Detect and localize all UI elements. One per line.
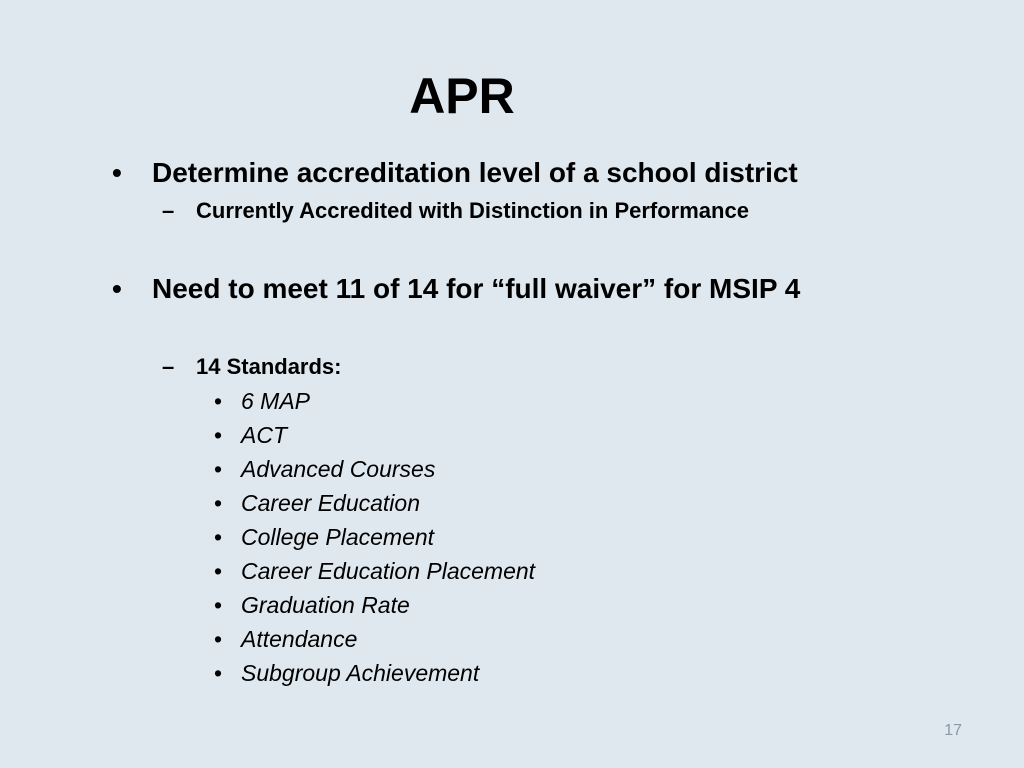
standard-label: Subgroup Achievement bbox=[241, 660, 480, 686]
standard-label: ACT bbox=[241, 422, 287, 448]
standards-heading: 14 Standards: bbox=[196, 354, 342, 379]
dash-icon: – bbox=[162, 354, 175, 379]
page-number: 17 bbox=[944, 722, 962, 739]
bullet-dot-icon: • bbox=[214, 388, 223, 414]
bullet-dot-icon: • bbox=[214, 660, 223, 686]
standard-label: Graduation Rate bbox=[241, 592, 410, 618]
bullet-dot-icon: • bbox=[214, 626, 223, 652]
bullet-dot-icon: • bbox=[214, 456, 223, 482]
dash-icon: – bbox=[162, 198, 175, 223]
bullet-text: Determine accreditation level of a school district bbox=[152, 157, 798, 188]
bullet-dot-icon: • bbox=[214, 558, 223, 584]
standard-label: 6 MAP bbox=[241, 388, 311, 414]
standard-label: Advanced Courses bbox=[241, 456, 436, 482]
standard-label: Career Education bbox=[241, 490, 420, 516]
standard-label: College Placement bbox=[241, 524, 435, 550]
bullet-dot-icon: • bbox=[112, 273, 122, 304]
standard-label: Attendance bbox=[241, 626, 358, 652]
bullet-text: Need to meet 11 of 14 for “full waiver” for MSIP 4 bbox=[152, 273, 801, 304]
standard-label: Career Education Placement bbox=[241, 558, 536, 584]
bullet-dot-icon: • bbox=[214, 490, 223, 516]
slide-title: APR bbox=[409, 68, 515, 124]
bullet-dot-icon: • bbox=[214, 422, 223, 448]
bullet-dot-icon: • bbox=[112, 157, 122, 188]
bullet-dot-icon: • bbox=[214, 524, 223, 550]
sub-bullet-text: Currently Accredited with Distinction in Performance bbox=[196, 198, 749, 223]
bullet-dot-icon: • bbox=[214, 592, 223, 618]
